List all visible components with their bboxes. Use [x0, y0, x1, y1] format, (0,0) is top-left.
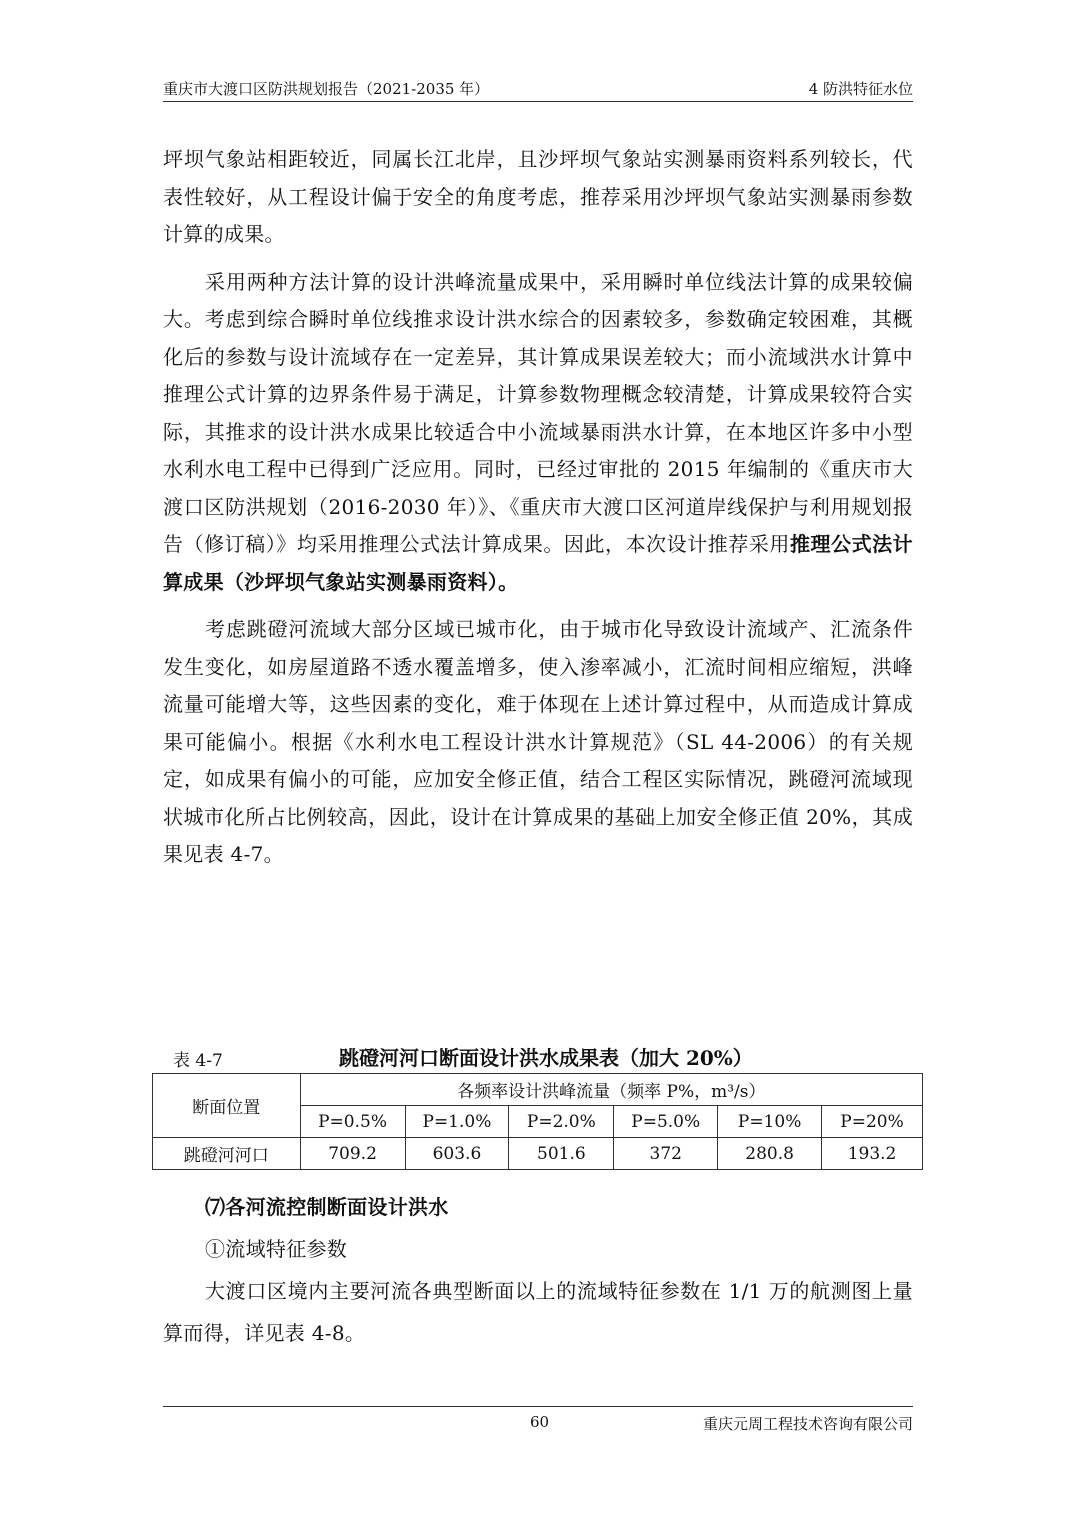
- header-location: 断面位置: [153, 1074, 301, 1138]
- page-number: 60: [530, 1413, 550, 1431]
- section-heading: [163, 1186, 913, 1228]
- header-p-2-0: P=2.0%: [509, 1106, 614, 1138]
- value-p-0-5: 709.2: [300, 1138, 405, 1170]
- table-number: 表 4-7: [173, 1051, 223, 1071]
- page-footer: [163, 1406, 913, 1431]
- section-heading-text: ⑺各河流控制断面设计洪水: [205, 1195, 449, 1219]
- paragraph-2-recommendation: 推理公式法计算成果（沙坪坝气象站实测暴雨资料）。: [163, 532, 913, 594]
- table-title: 跳磴河河口断面设计洪水成果表（加大 20%）: [339, 1046, 753, 1070]
- value-p-5-0: 372: [614, 1138, 718, 1170]
- value-p-10: 280.8: [718, 1138, 822, 1170]
- body-text: [163, 141, 913, 874]
- header-p-5-0: P=5.0%: [614, 1106, 718, 1138]
- table-caption: [163, 1042, 913, 1072]
- table-header-row: [153, 1074, 923, 1106]
- row-location: 跳磴河河口: [153, 1138, 301, 1170]
- flood-results-table: [152, 1073, 923, 1170]
- value-p-2-0: 501.6: [509, 1138, 614, 1170]
- paragraph-2-text: 采用两种方法计算的设计洪峰流量成果中，采用瞬时单位线法计算的成果较偏大。考虑到综合瞬时单位线推求设计洪水综合的因素较多，参数确定较困难，其概化后的参数与设计流域存在一定差异，其计算成果误差较大；而小流域洪水计算中推理公式计算的边界条件易于满足，计算参数物理概念较清楚，计算成果较符合实际，其推求的设计洪水成果比较适合中小流域暴雨洪水计算，在本地区许多中小型水利水电工程中已得到广泛应用。同时，已经过审批的 2015 年编制的《重庆市大渡口区防洪规划（2016-2030 年）》、《重庆市大渡口区河道岸线保护与利用规划报告（修订稿）》均采用推理公式法计算成果。因此，本次设计推荐采用: [163, 269, 913, 556]
- header-report-title: 重庆市大渡口区防洪规划报告（2021-2035 年）: [163, 80, 490, 98]
- header-chapter-title: 4 防洪特征水位: [808, 80, 913, 98]
- paragraph-2: [163, 264, 913, 602]
- header-frequency-group: 各频率设计洪峰流量（频率 P%，m³/s）: [300, 1074, 922, 1106]
- after-table-text: [163, 1186, 913, 1354]
- header-p-0-5: P=0.5%: [300, 1106, 405, 1138]
- page-header: [163, 79, 913, 102]
- header-p-20: P=20%: [822, 1106, 923, 1138]
- table-row: [153, 1138, 923, 1170]
- value-p-1-0: 603.6: [405, 1138, 509, 1170]
- paragraph-4: 大渡口区境内主要河流各典型断面以上的流域特征参数在 1/1 万的航测图上量算而得，详见表 4-8。: [163, 1279, 913, 1345]
- subsection-heading: ①流域特征参数: [205, 1237, 348, 1261]
- paragraph-1: 坪坝气象站相距较近，同属长江北岸，且沙坪坝气象站实测暴雨资料系列较长，代表性较好，从工程设计偏于安全的角度考虑，推荐采用沙坪坝气象站实测暴雨参数计算的成果。: [163, 147, 913, 246]
- header-p-10: P=10%: [718, 1106, 822, 1138]
- value-p-20: 193.2: [822, 1138, 923, 1170]
- paragraph-3: 考虑跳磴河流域大部分区域已城市化，由于城市化导致设计流域产、汇流条件发生变化，如房屋道路不透水覆盖增多，使入渗率减小，汇流时间相应缩短，洪峰流量可能增大等，这些因素的变化，难于体现在上述计算过程中，从而造成计算成果可能偏小。根据《水利水电工程设计洪水计算规范》（SL 44-2006）的有关规定，如成果有偏小的可能，应加安全修正值，结合工程区实际情况，跳磴河流域现状城市化所占比例较高，因此，设计在计算成果的基础上加安全修正值 20%，其成果见表 4-7。: [163, 617, 913, 866]
- footer-company: 重庆元周工程技术咨询有限公司: [702, 1415, 913, 1433]
- header-p-1-0: P=1.0%: [405, 1106, 509, 1138]
